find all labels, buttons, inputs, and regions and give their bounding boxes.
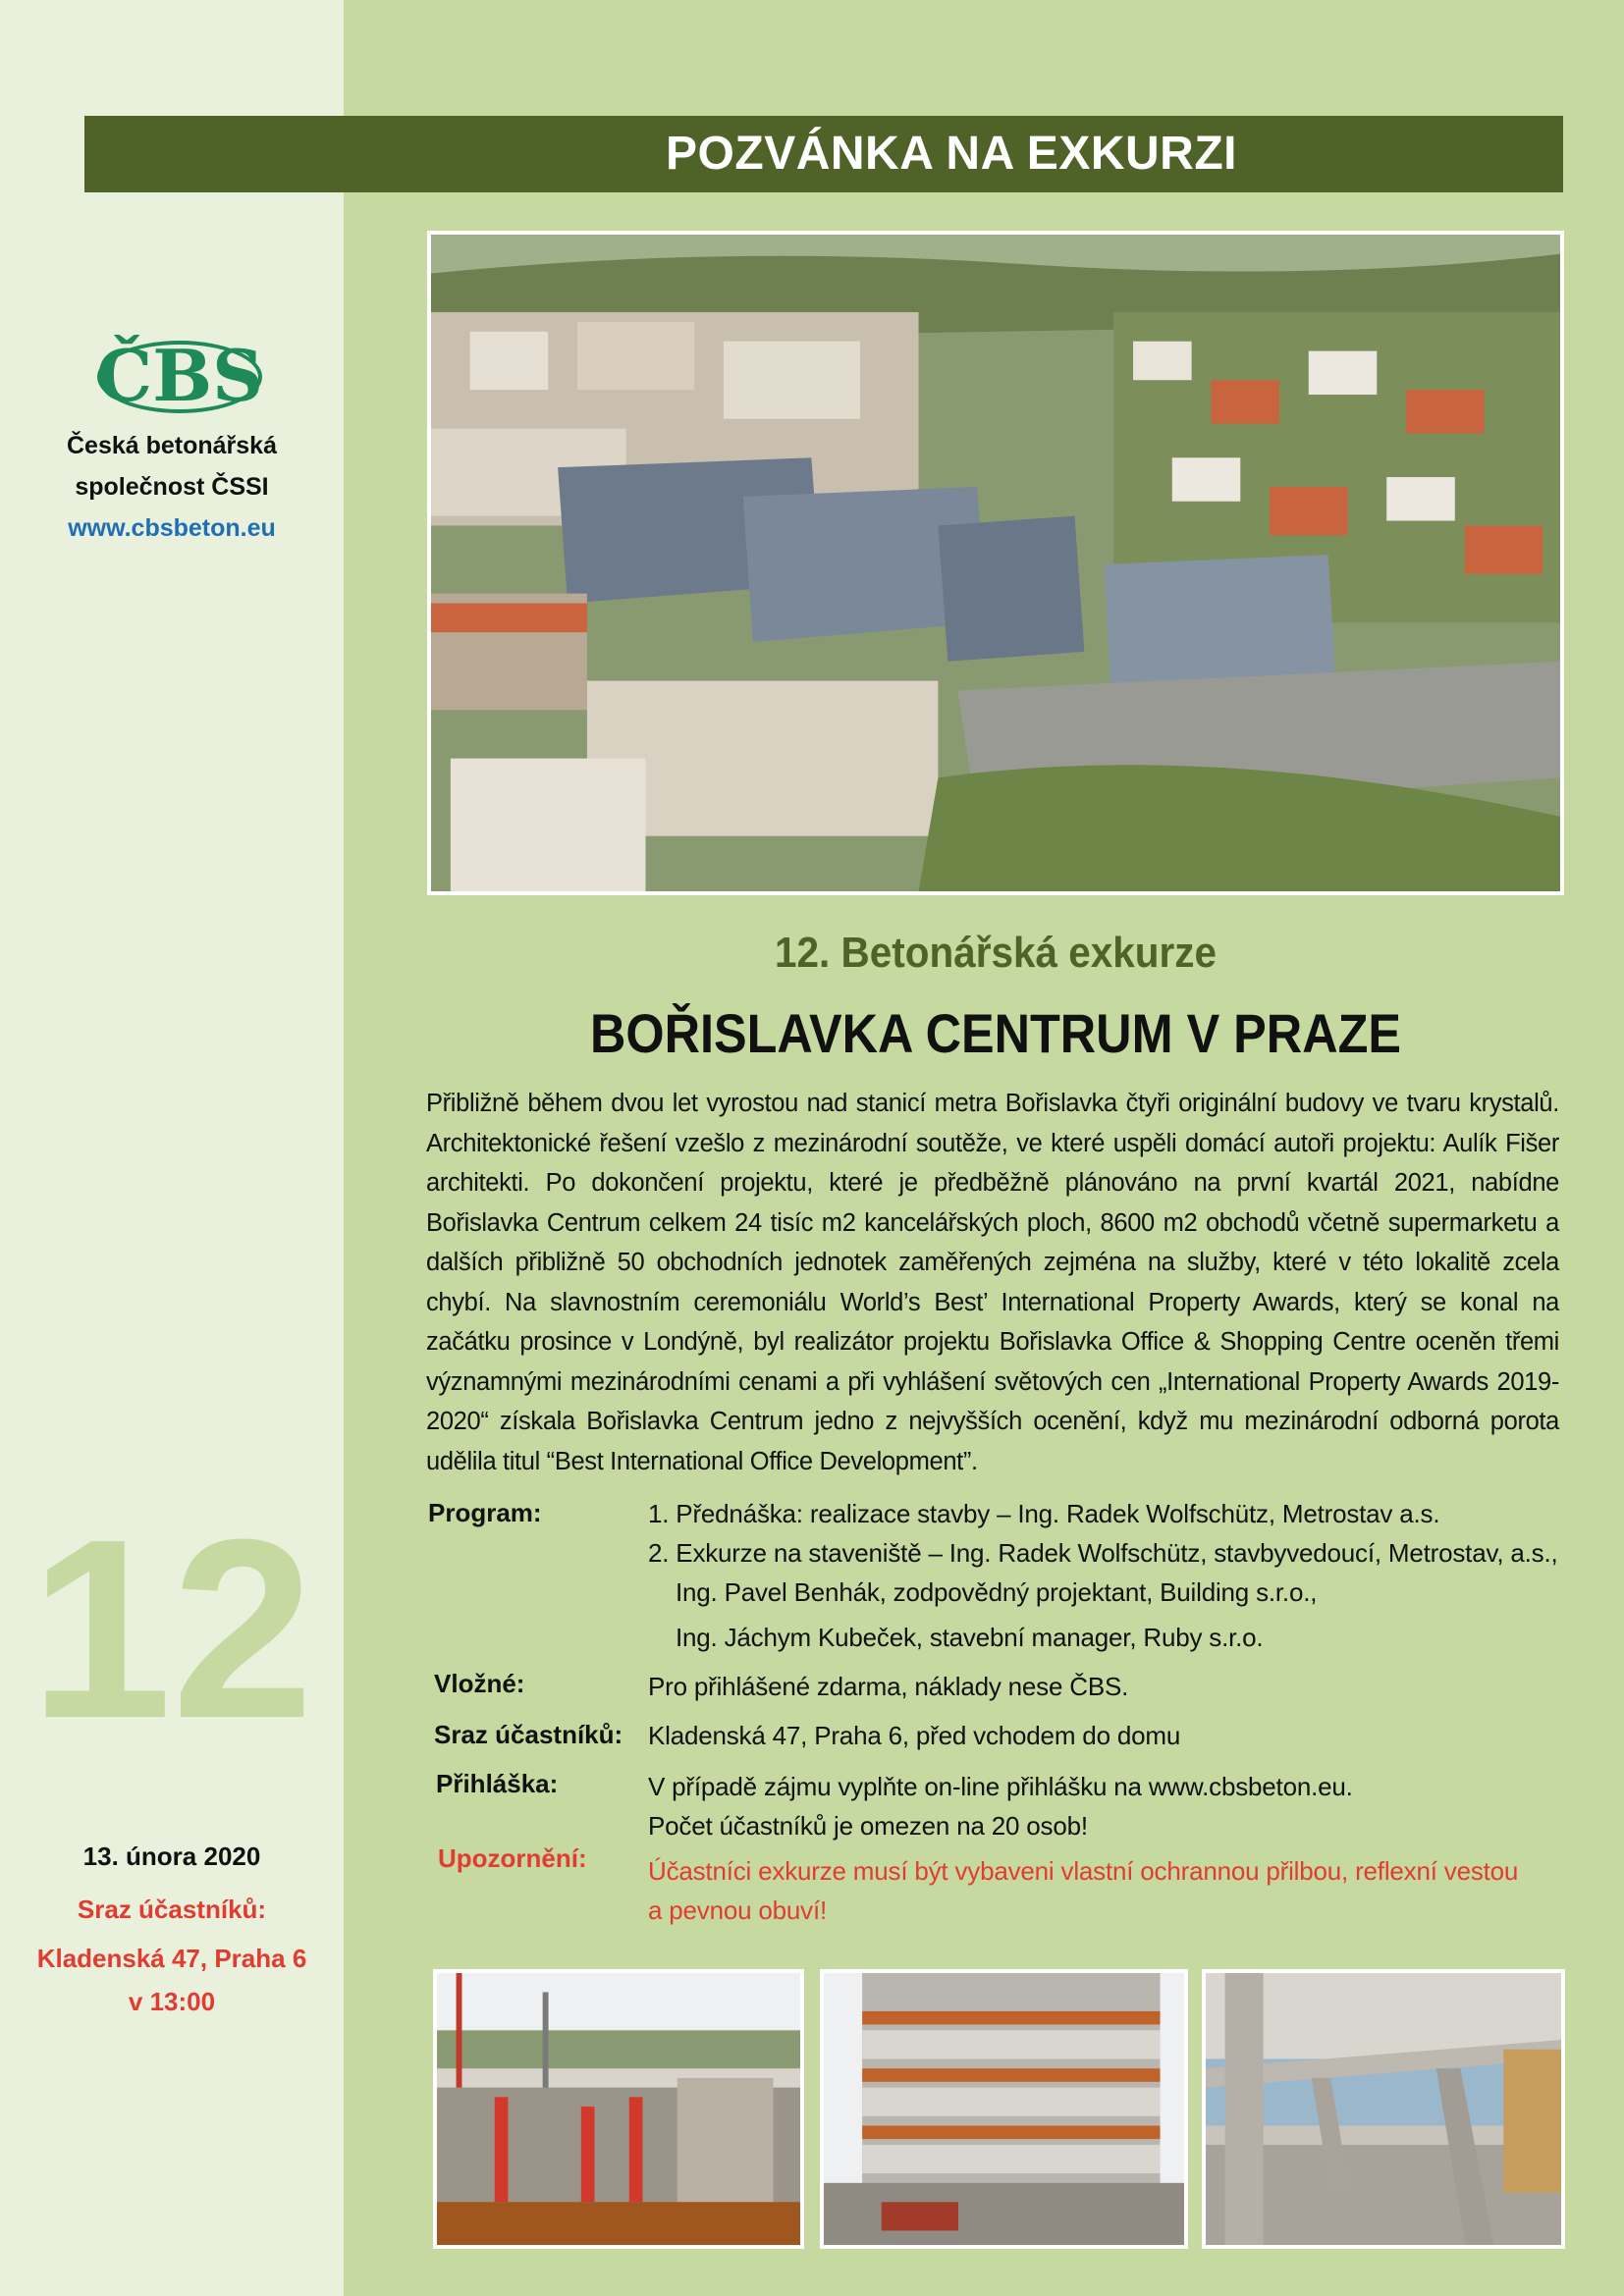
cbs-logo <box>96 332 263 414</box>
title-banner <box>84 116 1563 192</box>
banner-title: POZVÁNKA NA EXKURZI <box>666 128 1237 180</box>
program-label: Program: <box>428 1498 542 1527</box>
program-line-2: 2. Exkurze na staveniště – Ing. Radek Wolfschütz, stavbyvedoucí, Metrostav, a.s., <box>648 1538 1558 1568</box>
construction-photo-3 <box>1202 1969 1565 2249</box>
meeting-address: Kladenská 47, Praha 6 <box>36 1944 307 1973</box>
registration-line-1: V případě zájmu vyplňte on-line přihlášku na www.cbsbeton.eu. <box>648 1772 1353 1801</box>
warning-label: Upozornění: <box>438 1843 587 1873</box>
construction-photo-1 <box>433 1969 804 2249</box>
warning-line-2: a pevnou obuví! <box>648 1896 828 1925</box>
program-line-1: 1. Přednáška: realizace stavby – Ing. Radek Wolfschütz, Metrostav a.s. <box>648 1499 1440 1528</box>
construction-photo-2 <box>820 1969 1188 2249</box>
org-name-line1: Česká betonářská <box>66 432 277 459</box>
org-name-line2: společnost ČSSI <box>75 473 269 501</box>
fee-label: Vložné: <box>434 1669 525 1698</box>
logo-text: ČBS <box>96 334 263 414</box>
registration-line-2: Počet účastníků je omezen na 20 osob! <box>648 1811 1088 1841</box>
program-line-3: Ing. Pavel Benhák, zodpovědný projektant, Building s.r.o., <box>676 1577 1318 1607</box>
fee-value: Pro přihlášené zdarma, náklady nese ČBS. <box>648 1672 1129 1701</box>
meeting-time: v 13:00 <box>128 1987 216 2016</box>
org-website-link[interactable]: www.cbsbeton.eu <box>68 514 276 542</box>
program-line-4: Ing. Jáchym Kubeček, stavební manager, Ruby s.r.o. <box>676 1623 1264 1652</box>
event-date: 13. února 2020 <box>82 1842 261 1871</box>
registration-label: Přihláška: <box>436 1769 559 1798</box>
meeting-point-label: Sraz účastníků: <box>434 1720 623 1749</box>
event-title: BOŘISLAVKA CENTRUM V PRAZE <box>589 1002 1402 1064</box>
event-description: Přibližně během dvou let vyrostou nad stanicí metra Bořislavka čtyři originální budovy ve tvaru krystalů. Architektonické řešení vzešlo z mezinárodní soutěže, ve které uspěli domácí autoři projektu: Aulík Fišer architekti. Po dokončení projektu, které je předběžně plánováno na první kvartál 2021, nabídne Bořislavka Centrum celkem 24 tisíc m2 kancelářských ploch, 8600 m2 obchodů včetně supermarketu a dalších přibližně 50 obchodních jednotek zaměřených zejména na služby, které v této lokalitě zcela chybí. Na slavnostním ceremoniálu World’s Best’ International Property Awards, který se konal na začátku prosince v Londýně, byl realizátor projektu Bořislavka Office & Shopping Centre oceněn třemi významnými mezinárodními cenami a při vyhlášení světových cen „International Property Awards 2019-2020“ získala Bořislavka Centrum jedno z nejvyšších ocenění, když mu mezinárodní odborná porota udělila titul “Best International Office Development”. <box>426 1090 1559 1475</box>
meeting-label: Sraz účastníků: <box>77 1895 267 1924</box>
excursion-number: 12 <box>29 1487 314 1772</box>
warning-line-1: Účastníci exkurze musí být vybaveni vlastní ochrannou přilbou, reflexní vestou <box>648 1856 1519 1886</box>
aerial-photo <box>427 231 1564 895</box>
event-subtitle: 12. Betonářská exkurze <box>774 929 1218 977</box>
meeting-point-value: Kladenská 47, Praha 6, před vchodem do domu <box>648 1721 1181 1750</box>
